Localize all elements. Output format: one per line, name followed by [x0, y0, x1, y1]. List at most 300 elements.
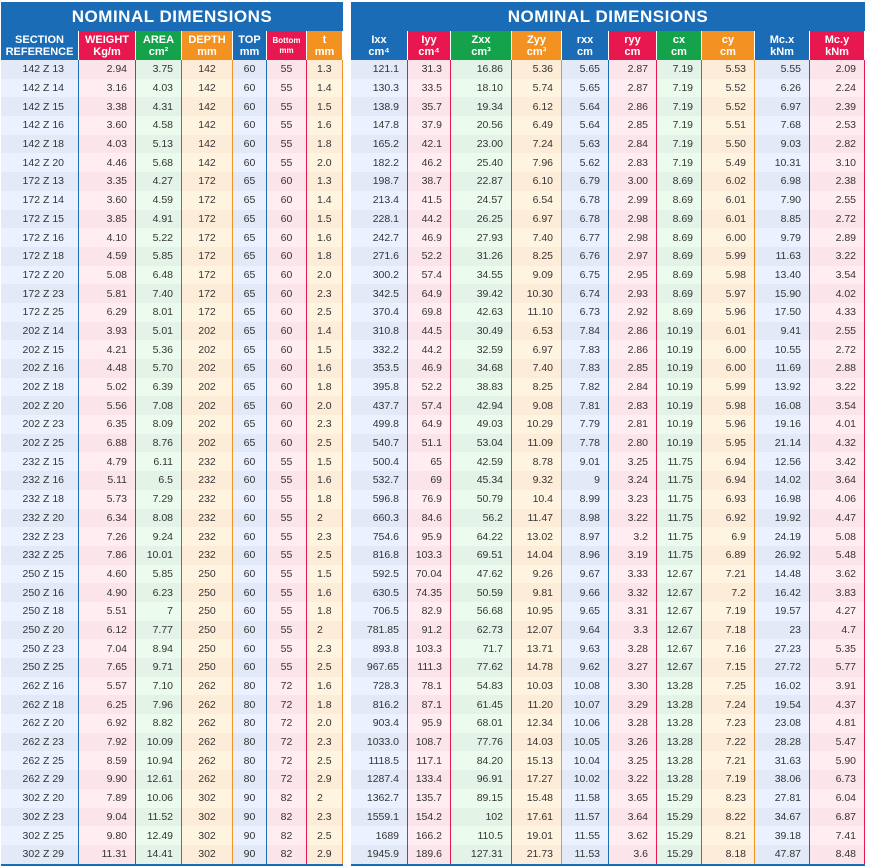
cell-ryy: 3.32: [609, 583, 657, 602]
cell-mcy: 5.90: [810, 751, 865, 770]
cell-ixx: 310.8: [351, 322, 408, 341]
cell-top: 65: [233, 415, 267, 434]
cell-ixx: 1287.4: [351, 770, 408, 789]
cell-ref: 262 Z 23: [1, 733, 79, 752]
cell-bottom: 72: [267, 733, 307, 752]
table-row: [351, 733, 865, 752]
cell-zxx: 84.20: [451, 751, 512, 770]
cell-iyy: 64.9: [408, 415, 451, 434]
cell-cy: 5.49: [702, 153, 755, 172]
cell-zxx: 42.63: [451, 303, 512, 322]
table-row: [351, 471, 865, 490]
table-row: [351, 284, 865, 303]
cell-iyy: 84.6: [408, 509, 451, 528]
cell-mcy: 5.47: [810, 733, 865, 752]
cell-mcx: 11.69: [755, 359, 810, 378]
table-row: [351, 677, 865, 696]
cell-ixx: 660.3: [351, 509, 408, 528]
cell-iyy: 166.2: [408, 826, 451, 845]
cell-rxx: 7.82: [562, 378, 609, 397]
cell-depth: 302: [182, 826, 233, 845]
cell-bottom: 82: [267, 826, 307, 845]
cell-depth: 172: [182, 284, 233, 303]
cell-cy: 5.98: [702, 266, 755, 285]
cell-ixx: 500.4: [351, 452, 408, 471]
cell-mcx: 9.79: [755, 228, 810, 247]
cell-area: 4.27: [136, 172, 182, 191]
column-header-label: AREA: [142, 33, 175, 46]
cell-zyy: 5.74: [512, 79, 562, 98]
cell-mcy: 4.06: [810, 490, 865, 509]
cell-bottom: 55: [267, 60, 307, 79]
cell-top: 65: [233, 191, 267, 210]
cell-t: 1.5: [307, 565, 343, 584]
table-row: [351, 751, 865, 770]
cell-t: 2.3: [307, 284, 343, 303]
cell-ryy: 3.19: [609, 546, 657, 565]
cell-cx: 15.29: [657, 845, 702, 864]
cell-zxx: 19.34: [451, 97, 512, 116]
cell-iyy: 57.4: [408, 266, 451, 285]
table-row: [351, 714, 865, 733]
cell-depth: 262: [182, 770, 233, 789]
cell-t: 1.6: [307, 228, 343, 247]
column-header-rxx: [562, 31, 609, 60]
cell-weight: 3.85: [79, 210, 136, 229]
table-row: [1, 303, 343, 322]
column-header-label: WEIGHT: [85, 33, 129, 46]
cell-t: 1.5: [307, 97, 343, 116]
cell-mcy: 2.24: [810, 79, 865, 98]
cell-weight: 3.35: [79, 172, 136, 191]
cell-zyy: 15.48: [512, 789, 562, 808]
cell-cx: 7.19: [657, 116, 702, 135]
cell-ixx: 130.3: [351, 79, 408, 98]
cell-depth: 302: [182, 845, 233, 864]
cell-mcy: 6.73: [810, 770, 865, 789]
table-row: [351, 565, 865, 584]
cell-ref: 262 Z 20: [1, 714, 79, 733]
cell-zyy: 14.04: [512, 546, 562, 565]
cell-zxx: 102: [451, 808, 512, 827]
cell-zxx: 45.34: [451, 471, 512, 490]
cell-mcx: 11.63: [755, 247, 810, 266]
cell-ryy: 3.26: [609, 733, 657, 752]
cell-weight: 9.80: [79, 826, 136, 845]
cell-rxx: 7.81: [562, 396, 609, 415]
cell-cy: 8.23: [702, 789, 755, 808]
cell-bottom: 55: [267, 602, 307, 621]
cell-weight: 3.38: [79, 97, 136, 116]
cell-mcx: 27.23: [755, 639, 810, 658]
cell-cy: 5.95: [702, 434, 755, 453]
cell-rxx: 6.78: [562, 210, 609, 229]
cell-mcy: 6.04: [810, 789, 865, 808]
cell-mcx: 34.67: [755, 808, 810, 827]
cell-iyy: 189.6: [408, 845, 451, 864]
cell-ref: 202 Z 16: [1, 359, 79, 378]
cell-iyy: 69: [408, 471, 451, 490]
table-row: [351, 191, 865, 210]
column-header-unit: cm⁴: [368, 45, 390, 58]
cell-rxx: 9: [562, 471, 609, 490]
column-header-depth: [182, 31, 233, 60]
column-header-weight: [79, 31, 136, 60]
cell-zyy: 9.81: [512, 583, 562, 602]
cell-ixx: 728.3: [351, 677, 408, 696]
cell-ixx: 437.7: [351, 396, 408, 415]
cell-weight: 5.08: [79, 266, 136, 285]
cell-ixx: 165.2: [351, 135, 408, 154]
cell-depth: 250: [182, 602, 233, 621]
cell-ref: 202 Z 18: [1, 378, 79, 397]
cell-mcx: 38.06: [755, 770, 810, 789]
cell-cx: 10.19: [657, 415, 702, 434]
column-header-unit: mm: [314, 45, 335, 58]
cell-cx: 8.69: [657, 303, 702, 322]
cell-mcx: 31.63: [755, 751, 810, 770]
cell-ryy: 3.23: [609, 490, 657, 509]
cell-ixx: 532.7: [351, 471, 408, 490]
cell-t: 1.8: [307, 378, 343, 397]
cell-depth: 232: [182, 471, 233, 490]
cell-top: 60: [233, 452, 267, 471]
cell-area: 5.68: [136, 153, 182, 172]
cell-depth: 232: [182, 490, 233, 509]
cell-depth: 250: [182, 583, 233, 602]
table-row: [351, 602, 865, 621]
cell-cy: 6.89: [702, 546, 755, 565]
cell-top: 65: [233, 210, 267, 229]
cell-cx: 7.19: [657, 153, 702, 172]
cell-iyy: 78.1: [408, 677, 451, 696]
cell-rxx: 9.64: [562, 621, 609, 640]
cell-t: 2.0: [307, 396, 343, 415]
cell-ref: 232 Z 15: [1, 452, 79, 471]
cell-bottom: 60: [267, 322, 307, 341]
cell-depth: 262: [182, 677, 233, 696]
table-row: [351, 322, 865, 341]
cell-cx: 13.28: [657, 714, 702, 733]
cell-cx: 10.19: [657, 396, 702, 415]
cell-ixx: 630.5: [351, 583, 408, 602]
cell-top: 60: [233, 621, 267, 640]
cell-mcx: 16.42: [755, 583, 810, 602]
cell-ixx: 816.8: [351, 546, 408, 565]
cell-t: 1.6: [307, 677, 343, 696]
cell-cy: 7.16: [702, 639, 755, 658]
cell-ixx: 1033.0: [351, 733, 408, 752]
cell-area: 7.96: [136, 695, 182, 714]
cell-ryy: 2.81: [609, 415, 657, 434]
cell-ryy: 2.86: [609, 97, 657, 116]
cell-weight: 4.48: [79, 359, 136, 378]
cell-area: 5.13: [136, 135, 182, 154]
cell-cy: 6.93: [702, 490, 755, 509]
cell-mcx: 27.81: [755, 789, 810, 808]
cell-cx: 10.19: [657, 322, 702, 341]
cell-ixx: 1689: [351, 826, 408, 845]
table-row: [1, 322, 343, 341]
cell-bottom: 55: [267, 565, 307, 584]
table-row: [351, 60, 865, 79]
left-table-panel: [1, 2, 343, 866]
cell-ref: 172 Z 25: [1, 303, 79, 322]
cell-zxx: 69.51: [451, 546, 512, 565]
cell-mcy: 3.22: [810, 378, 865, 397]
cell-mcx: 16.02: [755, 677, 810, 696]
cell-cy: 7.19: [702, 602, 755, 621]
cell-weight: 9.04: [79, 808, 136, 827]
cell-ryy: 3.3: [609, 621, 657, 640]
cell-ixx: 1559.1: [351, 808, 408, 827]
cell-depth: 172: [182, 228, 233, 247]
table-row: [1, 490, 343, 509]
cell-zxx: 16.86: [451, 60, 512, 79]
cell-zxx: 30.49: [451, 322, 512, 341]
cell-top: 60: [233, 60, 267, 79]
cell-top: 65: [233, 228, 267, 247]
table-row: [1, 751, 343, 770]
column-header-label: Iyy: [421, 33, 437, 46]
cell-bottom: 82: [267, 789, 307, 808]
cell-t: 2.0: [307, 153, 343, 172]
cell-bottom: 60: [267, 340, 307, 359]
cell-ixx: 781.85: [351, 621, 408, 640]
cell-depth: 202: [182, 396, 233, 415]
cell-iyy: 46.2: [408, 153, 451, 172]
cell-bottom: 55: [267, 97, 307, 116]
cell-cy: 6.00: [702, 228, 755, 247]
cell-rxx: 6.73: [562, 303, 609, 322]
cell-mcy: 5.35: [810, 639, 865, 658]
cell-mcy: 2.82: [810, 135, 865, 154]
column-header-unit: mm: [279, 45, 294, 55]
cell-weight: 3.60: [79, 116, 136, 135]
cell-t: 2.5: [307, 434, 343, 453]
cell-zyy: 13.71: [512, 639, 562, 658]
cell-mcy: 2.39: [810, 97, 865, 116]
cell-cx: 11.75: [657, 471, 702, 490]
cell-rxx: 6.76: [562, 247, 609, 266]
cell-iyy: 91.2: [408, 621, 451, 640]
cell-rxx: 9.62: [562, 658, 609, 677]
cell-iyy: 135.7: [408, 789, 451, 808]
cell-mcx: 23: [755, 621, 810, 640]
cell-weight: 6.34: [79, 509, 136, 528]
cell-mcx: 16.08: [755, 396, 810, 415]
cell-ref: 142 Z 15: [1, 97, 79, 116]
column-header-label: TOP: [238, 33, 261, 46]
table-row: [1, 340, 343, 359]
cell-depth: 142: [182, 116, 233, 135]
cell-mcx: 10.55: [755, 340, 810, 359]
cell-area: 10.09: [136, 733, 182, 752]
cell-t: 2: [307, 789, 343, 808]
cell-mcx: 19.92: [755, 509, 810, 528]
table-row: [351, 789, 865, 808]
table-row: [351, 266, 865, 285]
cell-mcx: 12.56: [755, 452, 810, 471]
cell-ryy: 3.31: [609, 602, 657, 621]
cell-bottom: 55: [267, 116, 307, 135]
column-header-label: t: [322, 33, 327, 46]
cell-iyy: 108.7: [408, 733, 451, 752]
cell-cy: 5.53: [702, 60, 755, 79]
table-row: [1, 210, 343, 229]
cell-t: 2.9: [307, 845, 343, 864]
table-row: [1, 658, 343, 677]
cell-zxx: 50.79: [451, 490, 512, 509]
cell-iyy: 133.4: [408, 770, 451, 789]
cell-mcy: 3.62: [810, 565, 865, 584]
table-row: [1, 434, 343, 453]
cell-zxx: 127.31: [451, 845, 512, 864]
table-row: [351, 452, 865, 471]
cell-cx: 11.75: [657, 546, 702, 565]
column-header-label: Zxx: [471, 33, 491, 46]
table-row: [1, 695, 343, 714]
cell-ref: 250 Z 15: [1, 565, 79, 584]
column-header-label: ryy: [624, 33, 641, 46]
cell-rxx: 5.64: [562, 97, 609, 116]
cell-ixx: 213.4: [351, 191, 408, 210]
cell-cx: 12.67: [657, 602, 702, 621]
cell-zyy: 21.73: [512, 845, 562, 864]
cell-cy: 5.99: [702, 247, 755, 266]
cell-depth: 202: [182, 378, 233, 397]
cell-top: 80: [233, 751, 267, 770]
cell-rxx: 5.62: [562, 153, 609, 172]
column-header-label: Ixx: [371, 33, 387, 46]
cell-iyy: 65: [408, 452, 451, 471]
left-table-body: [1, 60, 343, 866]
cell-zyy: 10.95: [512, 602, 562, 621]
cell-area: 10.94: [136, 751, 182, 770]
cell-t: 1.6: [307, 583, 343, 602]
cell-bottom: 72: [267, 714, 307, 733]
table-row: [351, 247, 865, 266]
cell-rxx: 8.99: [562, 490, 609, 509]
cell-mcx: 24.19: [755, 527, 810, 546]
cell-cx: 8.69: [657, 210, 702, 229]
column-header-unit: cm³: [526, 45, 547, 58]
cell-depth: 232: [182, 546, 233, 565]
cell-area: 4.59: [136, 191, 182, 210]
cell-cy: 5.98: [702, 396, 755, 415]
cell-cy: 6.92: [702, 509, 755, 528]
cell-t: 1.3: [307, 60, 343, 79]
cell-ref: 172 Z 20: [1, 266, 79, 285]
cell-rxx: 11.53: [562, 845, 609, 864]
cell-rxx: 9.67: [562, 565, 609, 584]
table-row: [1, 565, 343, 584]
cell-cx: 8.69: [657, 228, 702, 247]
table-row: [1, 583, 343, 602]
table-row: [1, 116, 343, 135]
cell-mcx: 6.97: [755, 97, 810, 116]
cell-weight: 3.60: [79, 191, 136, 210]
column-header-unit: cm³: [471, 45, 491, 58]
cell-weight: 7.65: [79, 658, 136, 677]
cell-ref: 262 Z 16: [1, 677, 79, 696]
cell-zyy: 7.24: [512, 135, 562, 154]
table-row: [1, 845, 343, 864]
cell-bottom: 55: [267, 509, 307, 528]
cell-bottom: 60: [267, 191, 307, 210]
cell-ixx: 499.8: [351, 415, 408, 434]
cell-zxx: 39.42: [451, 284, 512, 303]
cell-weight: 4.03: [79, 135, 136, 154]
cell-iyy: 76.9: [408, 490, 451, 509]
right-table-header: [351, 31, 865, 60]
cell-zyy: 5.36: [512, 60, 562, 79]
cell-zxx: 56.68: [451, 602, 512, 621]
cell-ryy: 2.92: [609, 303, 657, 322]
cell-zyy: 6.12: [512, 97, 562, 116]
cell-depth: 202: [182, 359, 233, 378]
cell-cx: 13.28: [657, 695, 702, 714]
cell-zyy: 13.02: [512, 527, 562, 546]
cell-area: 9.71: [136, 658, 182, 677]
table-row: [351, 303, 865, 322]
table-row: [1, 284, 343, 303]
cell-t: 2.3: [307, 527, 343, 546]
table-row: [1, 359, 343, 378]
cell-bottom: 55: [267, 471, 307, 490]
cell-cx: 7.19: [657, 60, 702, 79]
cell-ixx: 332.2: [351, 340, 408, 359]
cell-area: 4.03: [136, 79, 182, 98]
cell-area: 8.94: [136, 639, 182, 658]
cell-mcy: 2.88: [810, 359, 865, 378]
cell-mcx: 8.85: [755, 210, 810, 229]
cell-iyy: 52.2: [408, 247, 451, 266]
column-header-label: Zyy: [527, 33, 546, 46]
cell-rxx: 10.05: [562, 733, 609, 752]
column-header-unit: mm: [239, 45, 260, 58]
cell-zyy: 11.47: [512, 509, 562, 528]
cell-mcx: 14.02: [755, 471, 810, 490]
cell-weight: 11.31: [79, 845, 136, 864]
cell-depth: 262: [182, 733, 233, 752]
cell-bottom: 72: [267, 677, 307, 696]
column-header-iyy: [408, 31, 451, 60]
cell-cy: 7.18: [702, 621, 755, 640]
right-table-title: NOMINAL DIMENSIONS: [351, 2, 865, 31]
table-row: [351, 434, 865, 453]
cell-rxx: 5.63: [562, 135, 609, 154]
cell-ref: 302 Z 20: [1, 789, 79, 808]
cell-t: 2: [307, 621, 343, 640]
cell-top: 60: [233, 639, 267, 658]
cell-area: 6.5: [136, 471, 182, 490]
table-row: [1, 452, 343, 471]
cell-ref: 302 Z 23: [1, 808, 79, 827]
column-header-cx: [657, 31, 702, 60]
cell-bottom: 72: [267, 751, 307, 770]
column-header-label: cy: [721, 33, 735, 46]
cell-depth: 232: [182, 527, 233, 546]
cell-area: 5.22: [136, 228, 182, 247]
cell-ixx: 182.2: [351, 153, 408, 172]
cell-cx: 7.19: [657, 79, 702, 98]
cell-weight: 5.81: [79, 284, 136, 303]
cell-zxx: 61.45: [451, 695, 512, 714]
cell-top: 60: [233, 565, 267, 584]
cell-bottom: 72: [267, 695, 307, 714]
cell-ixx: 592.5: [351, 565, 408, 584]
